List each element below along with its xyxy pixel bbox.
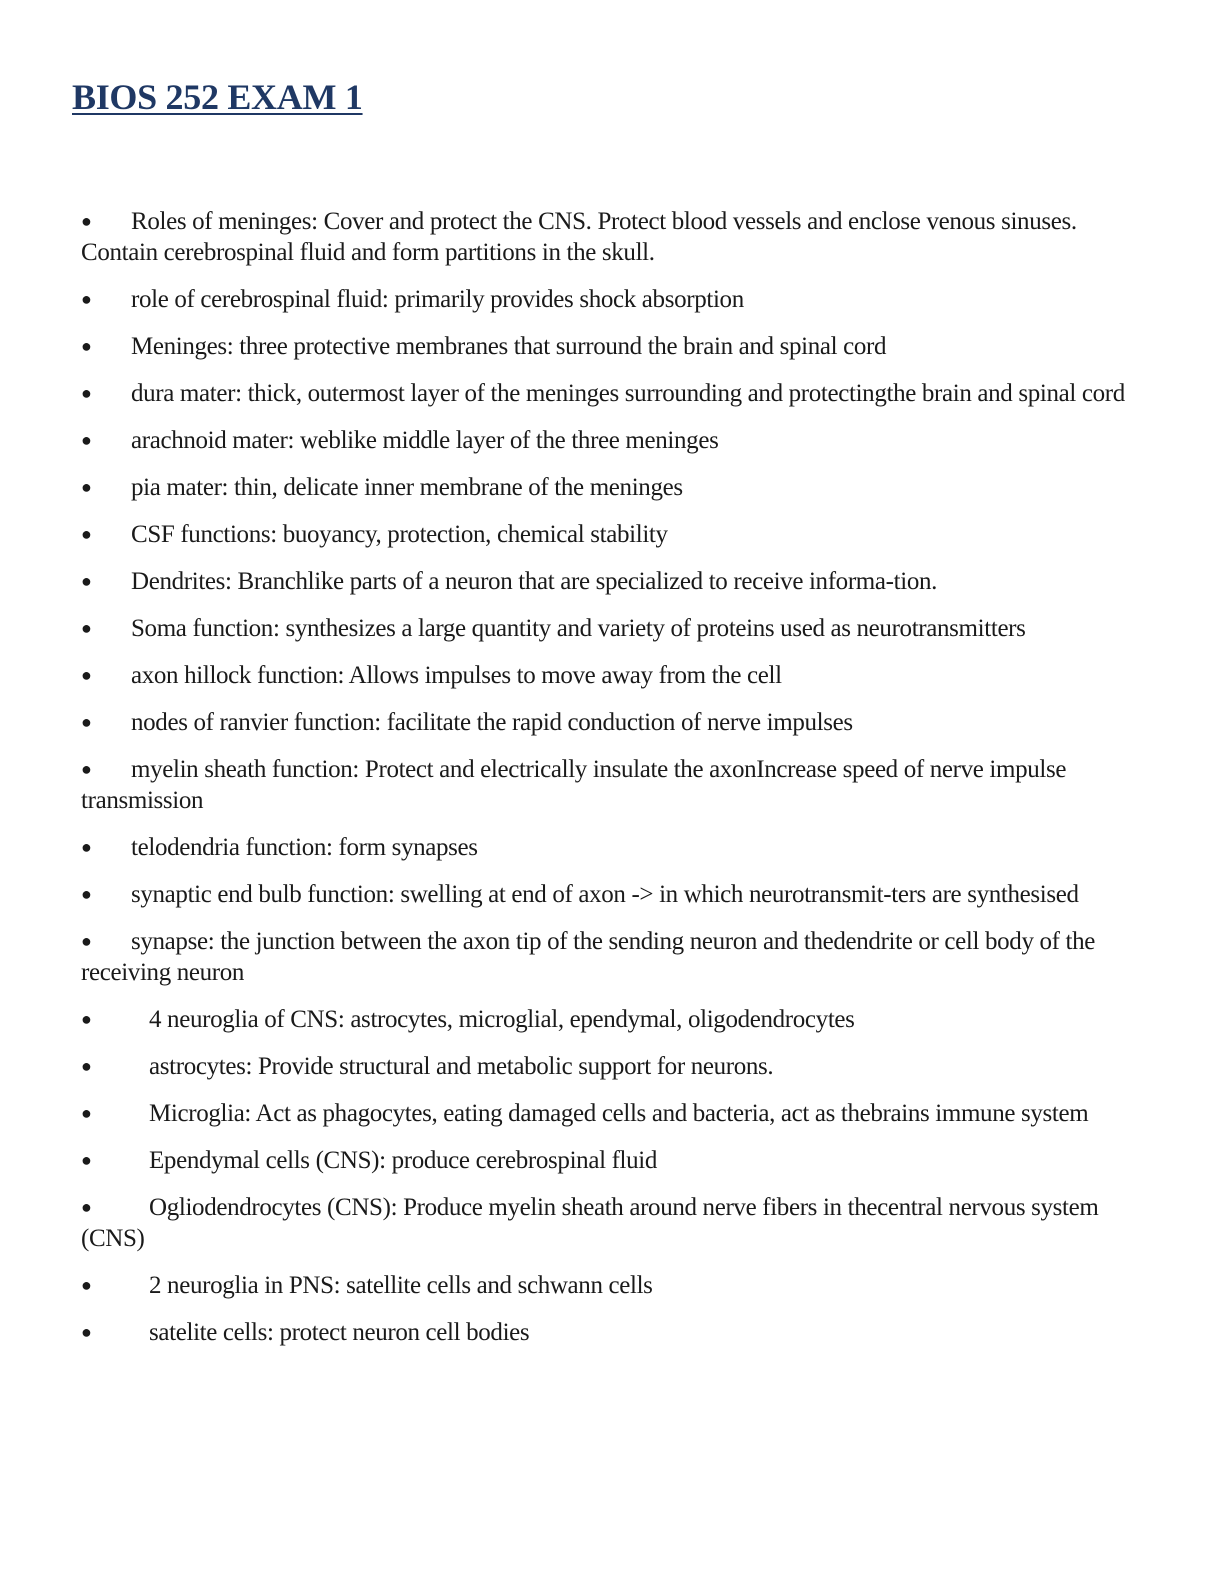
list-item [81,754,1141,816]
list-item-text: nodes of ranvier function: facilitate the rapid conduction of nerve impulses [131,709,853,736]
list-item-text: arachnoid mater: weblike middle layer of the three meninges [131,427,719,454]
list-item-text: Soma function: synthesizes a large quantity and variety of proteins used as neurotransmitters [131,615,1026,642]
list-item-text: synaptic end bulb function: swelling at end of axon -> in which neurotransmit-ters are synthesised [131,881,1079,908]
bullet-icon: ● [81,712,92,732]
list-item-text: dura mater: thick, outermost layer of the meninges surrounding and protectingthe brain and spinal cord [131,380,1125,407]
list-item-text: satelite cells: protect neuron cell bodies [149,1319,530,1346]
list-item [81,1004,1141,1035]
list-item [81,879,1141,910]
list-item-text: Microglia: Act as phagocytes, eating damaged cells and bacteria, act as thebrains immune system [149,1100,1089,1127]
bullet-icon: ● [81,618,92,638]
bullet-icon: ● [81,931,92,951]
list-item [81,472,1141,503]
list-item-text: CSF functions: buoyancy, protection, chemical stability [131,521,668,548]
list-item-text: astrocytes: Provide structural and metabolic support for neurons. [149,1053,774,1080]
list-item-text: pia mater: thin, delicate inner membrane of the meninges [131,474,683,501]
bullet-icon: ● [81,336,92,356]
bullet-icon: ● [81,289,92,309]
list-item [81,707,1141,738]
bullet-icon: ● [81,665,92,685]
bullet-icon: ● [81,1056,92,1076]
list-item [81,566,1141,597]
bullet-icon: ● [81,1197,92,1217]
list-item [81,660,1141,691]
bullet-list [81,206,1141,1364]
list-item [81,1051,1141,1082]
list-item-text: 2 neuroglia in PNS: satellite cells and schwann cells [149,1272,653,1299]
list-item [81,425,1141,456]
bullet-icon: ● [81,759,92,779]
bullet-icon: ● [81,430,92,450]
bullet-icon: ● [81,383,92,403]
bullet-icon: ● [81,524,92,544]
list-item-text: synapse: the junction between the axon tip of the sending neuron and thedendrite or cell body of the receiving neuron [81,928,1096,986]
bullet-icon: ● [81,837,92,857]
bullet-icon: ● [81,477,92,497]
list-item [81,1192,1141,1254]
page-title: BIOS 252 EXAM 1 [72,77,363,117]
list-item [81,331,1141,362]
list-item-text: myelin sheath function: Protect and electrically insulate the axonIncrease speed of nerve impulse transmission [81,756,1067,814]
bullet-icon: ● [81,1103,92,1123]
list-item [81,832,1141,863]
list-item-text: axon hillock function: Allows impulses to move away from the cell [131,662,782,689]
bullet-icon: ● [81,1322,92,1342]
bullet-icon: ● [81,571,92,591]
list-item [81,1317,1141,1348]
list-item-text: Dendrites: Branchlike parts of a neuron that are specialized to receive informa-tion. [131,568,938,595]
list-item-text: Ogliodendrocytes (CNS): Produce myelin sheath around nerve fibers in thecentral nervous system (CNS) [81,1194,1099,1252]
bullet-icon: ● [81,884,92,904]
list-item-text: telodendria function: form synapses [131,834,478,861]
list-item [81,284,1141,315]
bullet-icon: ● [81,1275,92,1295]
list-item [81,1145,1141,1176]
list-item [81,613,1141,644]
list-item-text: 4 neuroglia of CNS: astrocytes, microglial, ependymal, oligodendrocytes [149,1006,855,1033]
list-item [81,1270,1141,1301]
list-item-text: role of cerebrospinal fluid: primarily provides shock absorption [131,286,744,313]
list-item-text: Roles of meninges: Cover and protect the CNS. Protect blood vessels and enclose venous sinuses. Contain cerebrospinal fluid and form partitions in the skull. [81,208,1077,266]
list-item [81,206,1141,268]
bullet-icon: ● [81,1150,92,1170]
list-item [81,378,1141,409]
bullet-icon: ● [81,211,92,231]
list-item [81,1098,1141,1129]
list-item-text: Ependymal cells (CNS): produce cerebrospinal fluid [149,1147,658,1174]
list-item-text: Meninges: three protective membranes that surround the brain and spinal cord [131,333,887,360]
list-item [81,926,1141,988]
list-item [81,519,1141,550]
bullet-icon: ● [81,1009,92,1029]
